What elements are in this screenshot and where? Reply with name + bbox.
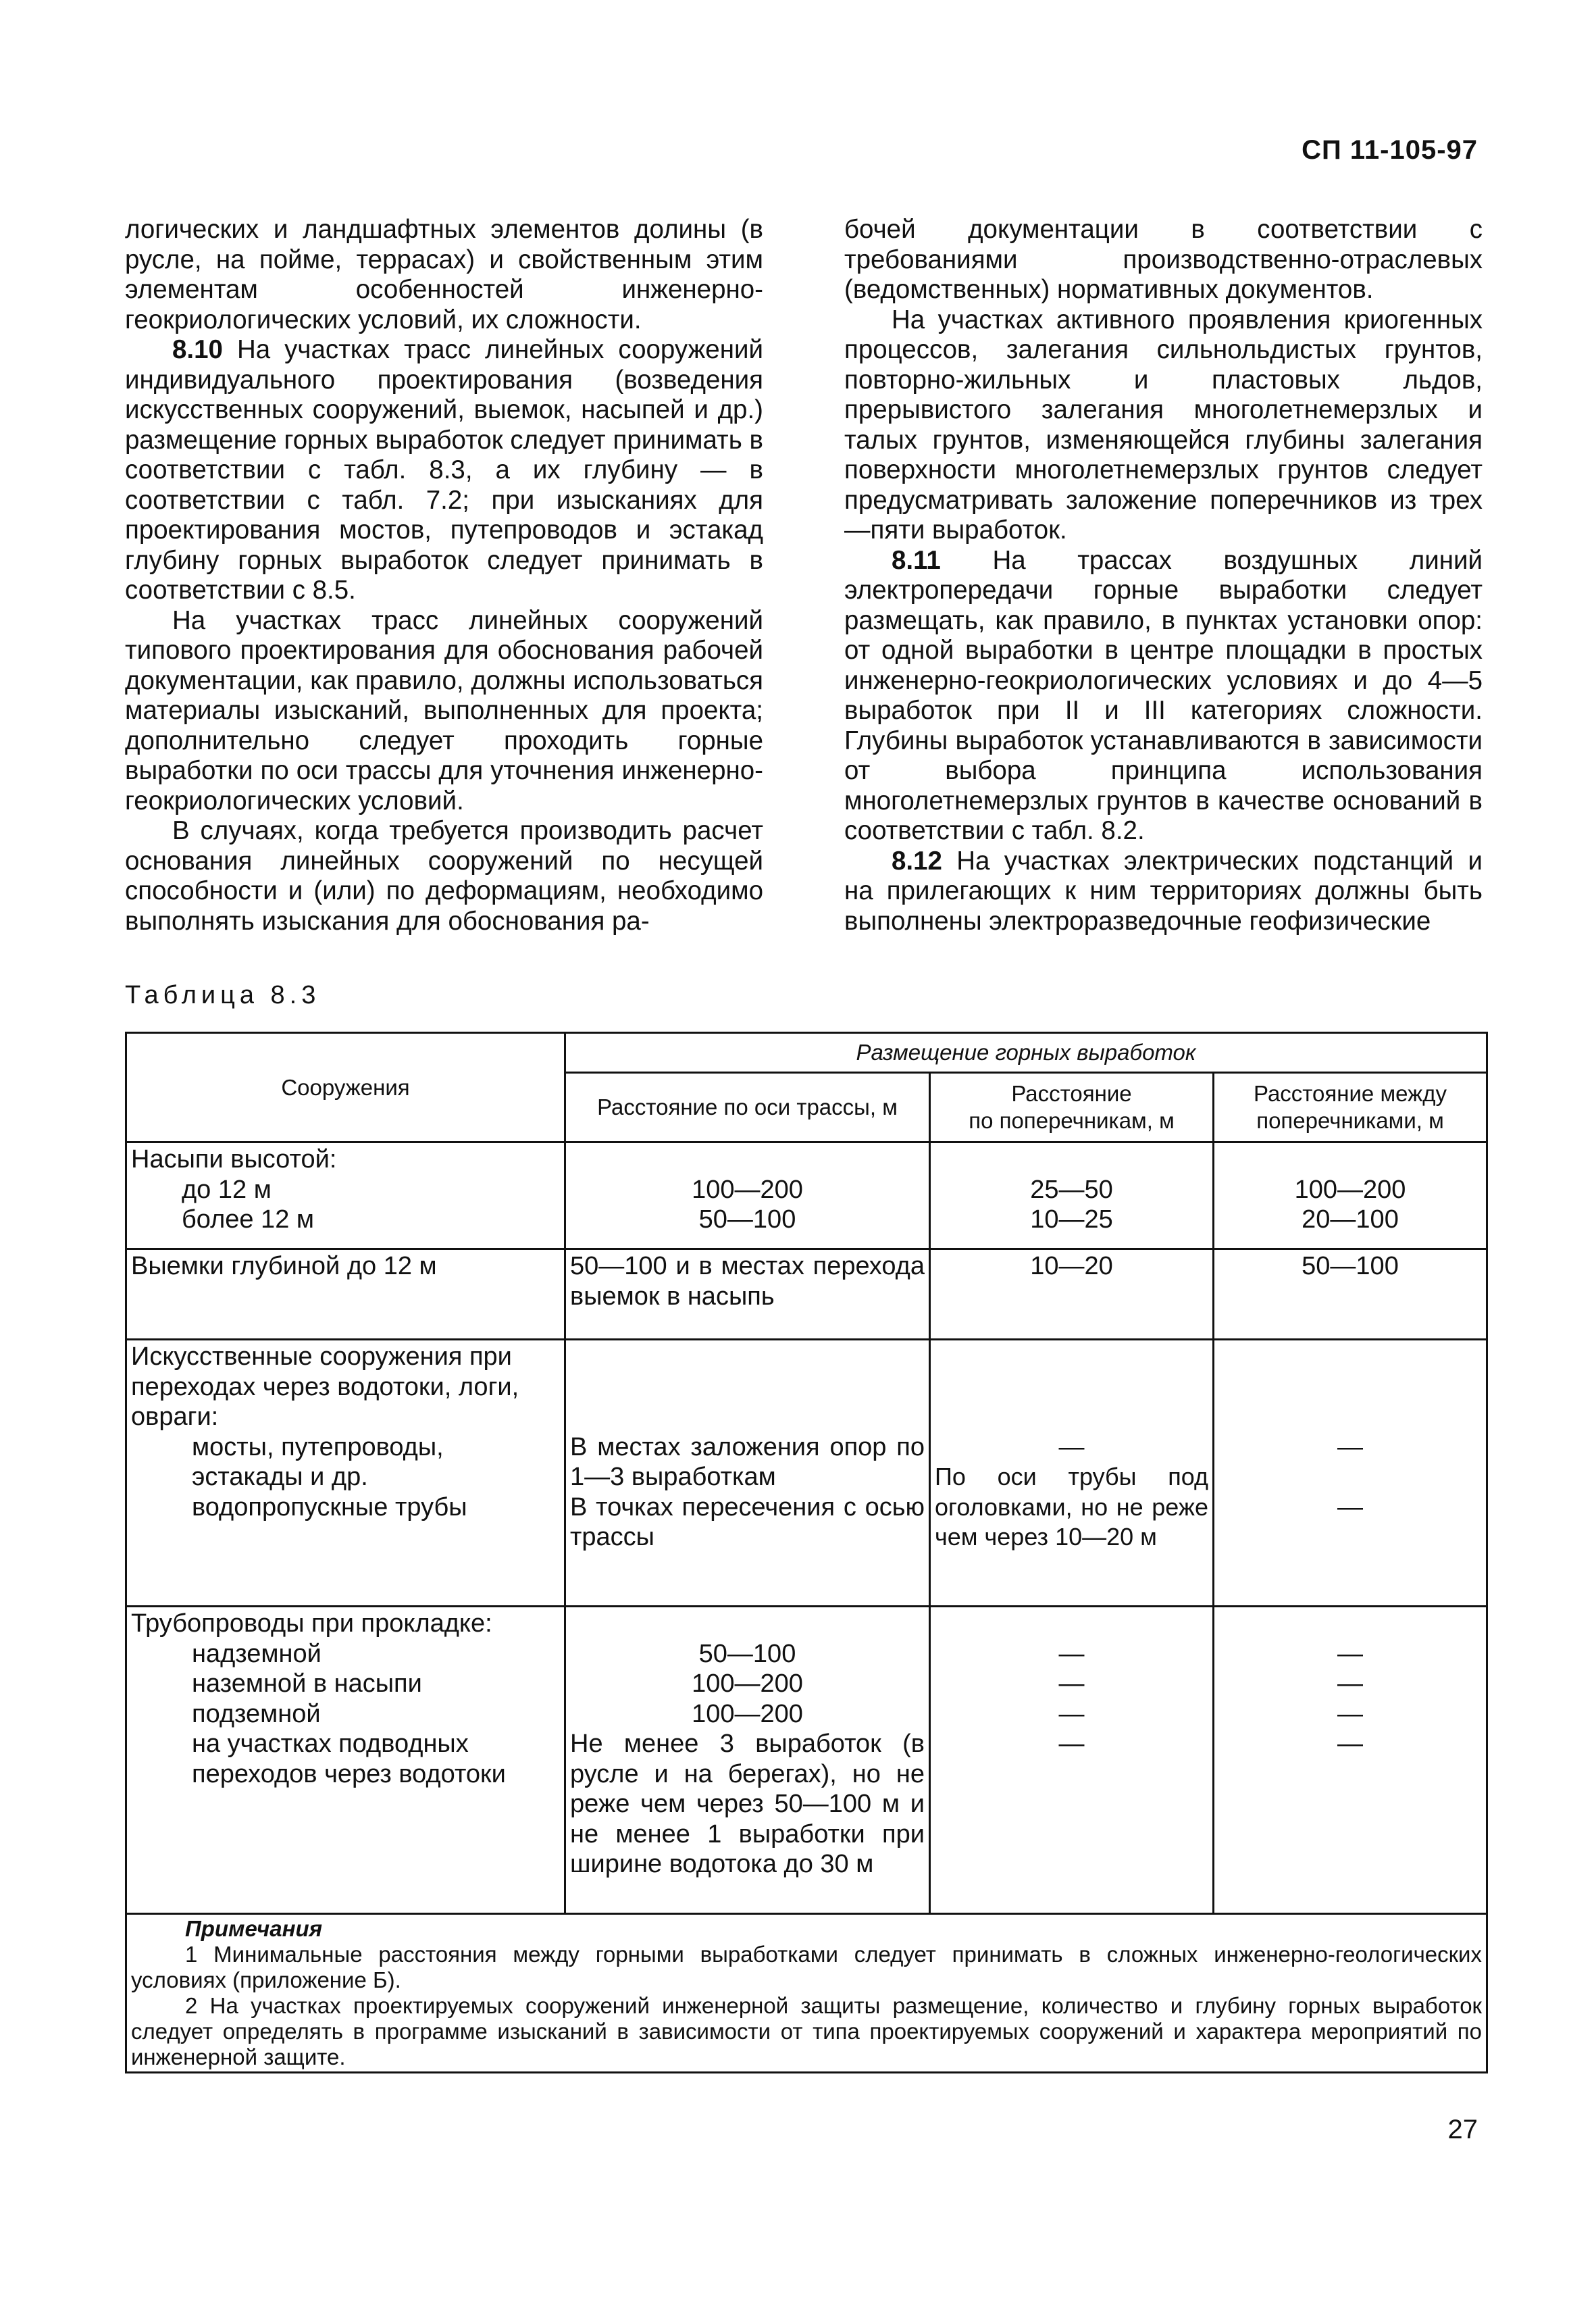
header-group: Размещение горных выработок [565, 1033, 1487, 1073]
cell-line: 20—100 [1302, 1205, 1399, 1234]
body-text [125, 215, 1486, 958]
paragraph: На участках трасс линейных сооружений типового проектирования для обоснования рабочей документации, как правило, должны использоваться материалы изысканий, выполненных для проекта; дополнительно следует проходить горные выработки по оси трассы для уточнения инженерно-геокриологических условий. [125, 605, 763, 815]
clause-number: 8.11 [892, 545, 941, 575]
cell-value [1214, 1142, 1487, 1249]
cell-value [565, 1142, 930, 1249]
right-column [844, 215, 1483, 936]
cell-value [1214, 1607, 1487, 1914]
header-line: Расстояние [1011, 1081, 1132, 1106]
spacer [570, 1342, 925, 1372]
spacer [935, 1342, 1208, 1372]
cell-line: — [1058, 1432, 1085, 1461]
cell-line: Трубопроводы при прокладке: [131, 1609, 492, 1638]
cell-line: 50—100 [698, 1205, 796, 1234]
spacer [935, 1402, 1208, 1432]
table-row [126, 1249, 1487, 1340]
left-column [125, 215, 763, 936]
table-row [126, 1607, 1487, 1914]
cell-line: мосты, путепроводы, эстакады и др. [192, 1432, 444, 1491]
notes-row [126, 1914, 1487, 2073]
cell-value [930, 1607, 1214, 1914]
cell-line: Искусственные сооружения при переходах через водотоки, логи, овраги: [131, 1342, 519, 1431]
header-line: поперечниками, м [1256, 1108, 1444, 1133]
cell-line: 100—200 [692, 1669, 803, 1698]
clause-8-11 [844, 546, 1483, 847]
cell-line: В местах заложения опор по 1—3 выработкам [570, 1432, 925, 1491]
cell-line: — [1058, 1639, 1085, 1668]
cell-value: 50—100 и в местах перехода выемок в насыпь [565, 1249, 930, 1340]
spacer [570, 1145, 925, 1175]
table-caption: Таблица 8.3 [125, 981, 321, 1009]
clause-number: 8.12 [892, 846, 942, 876]
cell-line: надземной [192, 1639, 321, 1668]
cell-value [1214, 1340, 1487, 1607]
cell-line: более 12 м [182, 1205, 315, 1234]
cell-value [565, 1607, 930, 1914]
cell-line: наземной в насыпи [192, 1669, 422, 1698]
cell-value: 10—20 [930, 1249, 1214, 1340]
notes-title: Примечания [185, 1916, 323, 1941]
cell-line: — [1337, 1730, 1363, 1758]
clause-text: На участках трасс линейных сооружений индивидуального проектирования (возведения искусственных сооружений, выемок, насыпей и др.) размещение горных выработок следует принимать в соответствии с табл. 8.3, а их глубину — в соответствии с табл. 7.2; при изысканиях для проектирования мостов, путепроводов и эстакад глубину горных выработок следует принимать в соответствии с 8.5. [125, 335, 763, 605]
clause-text: На участках электрических подстанций и на прилегающих к ним территориях должны быть выполнены электроразведочные геофизические [844, 846, 1483, 936]
paragraph: бочей документации в соответствии с требованиями производственно-отраслевых (ведомственных) нормативных документов. [844, 215, 1483, 304]
spacer [570, 1609, 925, 1639]
table-row [126, 1142, 1487, 1249]
clause-text: На трассах воздушных линий электропередачи горные выработки следует размещать, как правило, в пунктах установки опор: от одной выработки в центре площадки в простых инженерно-геокриологических условиях и до 4—5 выработок при II и III категориях сложности. Глубины выработок устанавливаются в зависимости от выбора принципа использования многолетнемерзлых грунтов в качестве оснований в соответствии с табл. 8.2. [844, 545, 1483, 845]
cell-line: до 12 м [182, 1175, 272, 1204]
cell-line: 100—200 [692, 1699, 803, 1728]
header-structures: Сооружения [126, 1033, 565, 1142]
spacer [935, 1609, 1208, 1639]
cell-line: 100—200 [1294, 1175, 1406, 1204]
cell-value [565, 1340, 930, 1607]
cell-value: 50—100 [1214, 1249, 1487, 1340]
cell-structure [126, 1607, 565, 1914]
spacer [1218, 1145, 1482, 1175]
clause-8-10 [125, 335, 763, 606]
spacer [1218, 1372, 1482, 1403]
cell-line: 100—200 [692, 1175, 803, 1204]
header-between-cross [1214, 1073, 1487, 1142]
spacer [935, 1145, 1208, 1175]
cell-line: 25—50 [1030, 1175, 1113, 1204]
cell-value [930, 1142, 1214, 1249]
mine-workings-table [125, 1032, 1488, 2073]
table-row [126, 1340, 1487, 1607]
cell-value [930, 1340, 1214, 1607]
cell-line: Не менее 3 выработок (в русле и на берегах), но не реже чем через 50—100 м и не менее 1 выработки при ширине водотока до 30 м [570, 1730, 925, 1878]
paragraph: В случаях, когда требуется производить расчет основания линейных сооружений по несущей способности и (или) по деформациям, необходимо выполнять изыскания для обоснования ра- [125, 816, 763, 936]
spacer [1218, 1462, 1482, 1492]
paragraph: логических и ландшафтных элементов долины (в русле, на пойме, террасах) и свойственным этим элементам особенностей инженерно-геокриологических условий, их сложности. [125, 215, 763, 334]
cell-line: По оси трубы под оголовками, но не реже чем через 10—20 м [935, 1463, 1208, 1551]
cell-line: — [1337, 1699, 1363, 1728]
cell-line: 50—100 [698, 1639, 796, 1668]
spacer [1218, 1342, 1482, 1372]
spacer [1218, 1402, 1482, 1432]
cell-line: водопропускные трубы [192, 1492, 467, 1521]
cell-line: 10—25 [1030, 1205, 1113, 1234]
cell-structure: Выемки глубиной до 12 м [126, 1249, 565, 1340]
table-notes [126, 1914, 1487, 2073]
cell-line: — [1337, 1432, 1363, 1461]
cell-structure [126, 1142, 565, 1249]
cell-line: — [1058, 1730, 1085, 1758]
header-cross-distance [930, 1073, 1214, 1142]
spacer [935, 1372, 1208, 1403]
clause-8-12 [844, 847, 1483, 937]
spacer [570, 1372, 925, 1403]
table-8-3 [125, 1032, 1486, 2073]
cell-line: — [1337, 1639, 1363, 1668]
cell-line: — [1058, 1669, 1085, 1698]
spacer [570, 1402, 925, 1432]
page-number: 27 [1447, 2115, 1478, 2144]
header-axis-distance: Расстояние по оси трассы, м [565, 1073, 930, 1142]
document-code: СП 11-105-97 [1302, 135, 1478, 165]
spacer [1218, 1609, 1482, 1639]
note-2: 2 На участках проектируемых сооружений инженерной защиты размещение, количество и глубину горных выработок следует определять в программе изысканий в зависимости от типа проектируемых сооружений и характера мероприятий по инженерной защите. [131, 1993, 1482, 2069]
clause-number: 8.10 [172, 335, 223, 364]
note-1: 1 Минимальные расстояния между горными выработками следует принимать в сложных инженерно-геологических условиях (приложение Б). [131, 1942, 1482, 1992]
cell-line: — [1058, 1699, 1085, 1728]
cell-line: Насыпи высотой: [131, 1145, 337, 1174]
header-line: Расстояние между [1254, 1081, 1447, 1106]
cell-line: подземной [192, 1699, 321, 1728]
cell-line: — [1337, 1492, 1363, 1521]
header-line: по поперечникам, м [969, 1108, 1175, 1133]
cell-line: В точках пересечения с осью трассы [570, 1492, 925, 1551]
paragraph: На участках активного проявления криогенных процессов, залегания сильнольдистых грунтов, повторно-жильных и пластовых льдов, прерывистого залегания многолетнемерзлых и талых грунтов, изменяющейся глубины залегания поверхности многолетнемерзлых грунтов следует предусматривать заложение поперечников из трех—пяти выработок. [844, 305, 1483, 545]
cell-structure [126, 1340, 565, 1607]
cell-line: на участках подводных переходов через водотоки [192, 1730, 506, 1788]
cell-line: — [1337, 1669, 1363, 1698]
